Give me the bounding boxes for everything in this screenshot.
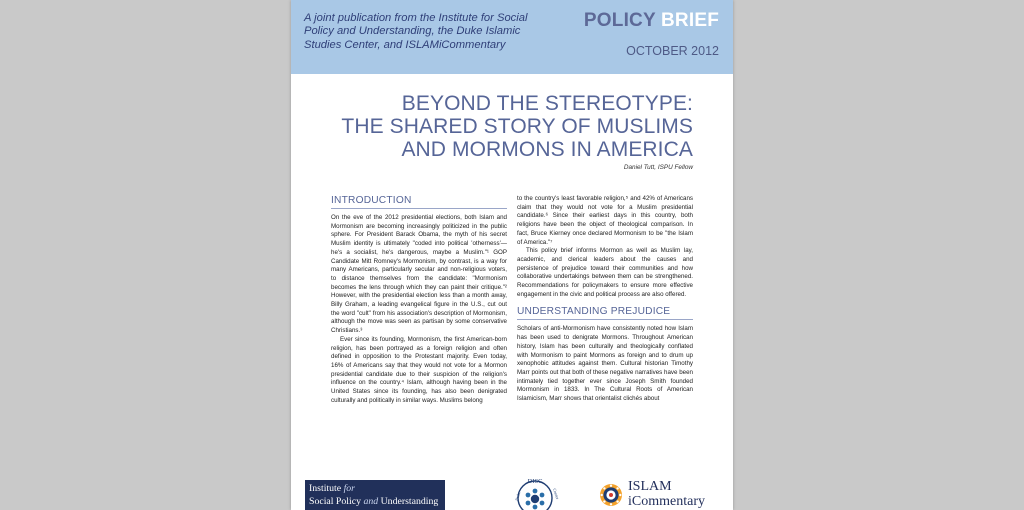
publication-date: OCTOBER 2012 [626, 44, 719, 58]
policy-word: POLICY [583, 10, 656, 31]
isp-logo-word-social-policy: Social Policy [309, 495, 361, 507]
disc-seal-logo [509, 474, 561, 510]
understanding-prejudice-heading: UNDERSTANDING PREJUDICE [517, 306, 693, 320]
author-byline: Daniel Tutt, ISPU Fellow [623, 164, 693, 171]
title-line-3: AND MORMONS IN AMERICA [401, 138, 693, 161]
brief-word: BRIEF [661, 10, 719, 31]
svg-text:Duke: Duke [514, 491, 522, 502]
partner-logos [291, 474, 733, 510]
right-column [517, 195, 693, 404]
joint-publication-text: A joint publication from the Institute for Social Policy and Understanding, the Duke Islamic Studies Center, and ISLAMiCommentary [304, 12, 528, 51]
svg-text:Center: Center [552, 487, 561, 500]
intro-paragraph-4: This policy brief informs Mormon as well as Muslim lay, academic, and clerical leaders about the causes and persistence of prejudice toward their communities and how collaborative undertakings between them can be strengthened. Recommendations for policymakers to ensure more effective engagement in the civic and political process are also offered. [517, 247, 693, 298]
document-title [313, 92, 693, 161]
intro-paragraph-3: to the country's least favorable religion,⁵ and 42% of Americans claim that they would not vote for a Muslim presidential candidate.⁶ Since their earliest days in this country, both religions have been the object of theological comparison. In fact, Bruce Kierney once declared Mormonism to be "the Islam of America."⁷ [517, 195, 693, 246]
isp-logo-word-institute: Institute [309, 483, 342, 494]
intro-paragraph-1: On the eve of the 2012 presidential elections, both Islam and Mormonism are becoming increasingly politicized in the public sphere. For President Barack Obama, the myth of his secret Muslim identity is ultimately "coded into political 'otherness'—he's a socialist, he's dangerous, maybe a Muslim."¹ GOP Candidate Mitt Romney's Mormonism, by contrast, is a way for many Americans, particularly secular and non-religious voters, to distance themselves from the candidate: "Mormonism becomes the lens through which they can paint their critique."² However, with the presidential election less than a month away, Billy Graham, a leading evangelical figure in the U.S., cut out the word "cult" from his association's description of Mormonism, although the move was seen as partisan by some conservative Christians.³ [331, 214, 507, 335]
islamicommentary-emblem-icon [598, 482, 624, 508]
left-column [331, 195, 507, 405]
isp-logo-word-and: and [363, 495, 379, 507]
islamicommentary-wordmark [628, 480, 705, 509]
prejudice-paragraph-1: Scholars of anti-Mormonism have consistently noted how Islam has been used to denigrate Mormons. Throughout American history, Islam has been culturally and theologically conflated with Mormonism to paint Mormons as foreign and to drum up xenophobic attitudes against them. Cultural historian Timothy Marr points out that both of these negative narratives have been intimately tied together ever since Joseph Smith founded Mormonism in 1833. In The Cultural Roots of American Islamicism, Marr shows that orientalist clichés about [517, 325, 693, 403]
intro-paragraph-2: Ever since its founding, Mormonism, the first American-born religion, has been portrayed as a foreign religion and often defined in opposition to the Protestant majority. Even today, 16% of Americans say that they would not vote for a Mormon presidential candidate due to their suspicion of the religion's influence on the country.⁴ Islam, although having been in the United States since its founding, has also been denigrated culturally and politically in similar ways. Muslims belong [331, 335, 507, 404]
disc-abbrev-text: DISC [527, 478, 543, 485]
title-line-2: THE SHARED STORY OF MUSLIMS [341, 115, 693, 138]
title-line-1: BEYOND THE STEREOTYPE: [401, 92, 693, 115]
document-page [291, 0, 733, 510]
isp-logo-word-for: for [343, 483, 355, 494]
isp-logo-word-understanding: Understanding [380, 495, 439, 507]
ispu-logo [305, 480, 445, 510]
icommentary-word: iCommentary [628, 493, 705, 509]
introduction-heading: INTRODUCTION [331, 195, 507, 209]
islam-word: ISLAM [628, 479, 672, 494]
policy-brief-label [584, 10, 719, 32]
islamicommentary-logo [598, 480, 728, 510]
header-banner [291, 0, 733, 74]
